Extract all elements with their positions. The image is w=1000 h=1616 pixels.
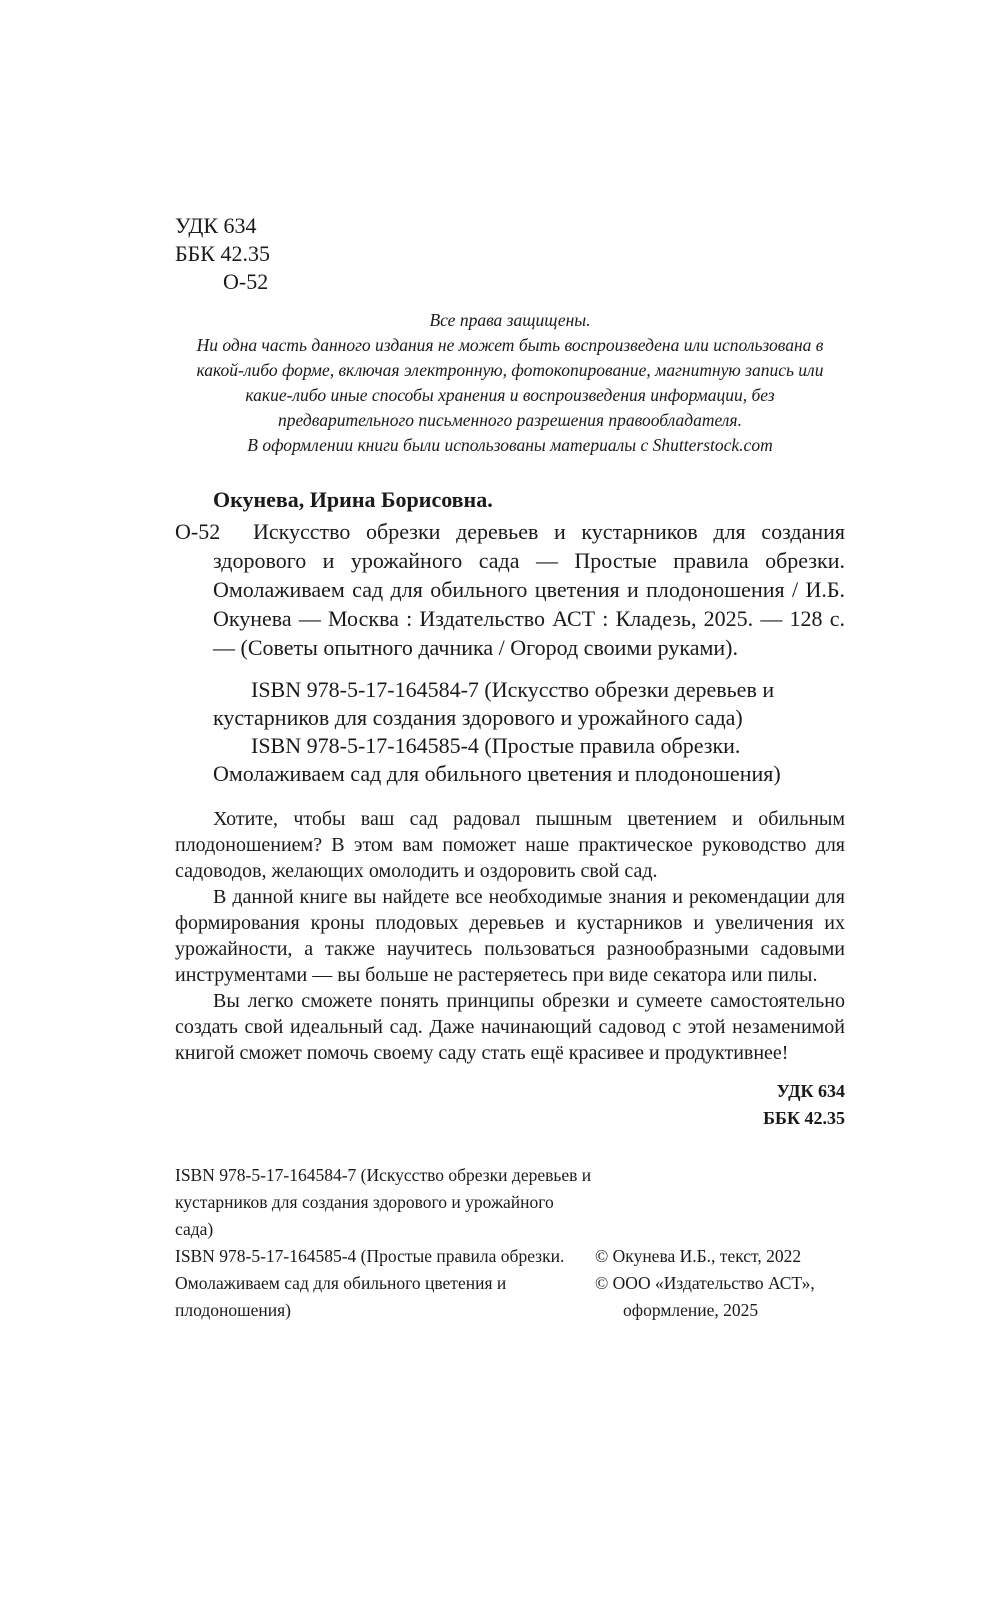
footer-copyright-block bbox=[595, 1243, 845, 1324]
annotation-paragraph-1: Хотите, чтобы ваш сад радовал пышным цветением и обильным плодоношением? В этом вам поможет наше практическое руководство для садоводов, желающих омолодить и оздоровить свой сад. bbox=[175, 808, 845, 882]
isbn-second: ISBN 978-5-17-164585-4 (Простые правила обрезки. Омолаживаем сад для обильного цветения и плодоношения) bbox=[213, 733, 781, 786]
bbk-code-bottom: ББК 42.35 bbox=[763, 1108, 845, 1128]
udk-code-bottom: УДК 634 bbox=[776, 1081, 845, 1101]
rights-title: Все права защищены. bbox=[429, 310, 591, 330]
bbk-code-top: ББК 42.35 bbox=[175, 241, 270, 266]
rights-body: Ни одна часть данного издания не может быть воспроизведена или использована в какой-либо форме, включая электронную, фотокопирование, магнитную запись или какие-либо иные способы хранения и воспроизведения информации, без предварительного письменного разрешения правообладателя. bbox=[196, 335, 824, 430]
catalog-entry bbox=[175, 517, 845, 662]
footer-isbn-2: ISBN 978-5-17-164585-4 (Простые правила обрезки. Омолаживаем сад для обильного цветения и плодоношения) bbox=[175, 1246, 565, 1320]
copyright-text-line: © Окунева И.Б., текст, 2022 bbox=[595, 1246, 802, 1266]
cataloguing-codes-top bbox=[175, 212, 845, 296]
copyright-design-line: © ООО «Издательство АСТ», оформление, 2025 bbox=[595, 1273, 815, 1320]
rights-credit: В оформлении книги были использованы материалы с Shutterstock.com bbox=[247, 435, 773, 455]
cataloguing-codes-bottom bbox=[175, 1078, 845, 1132]
catalog-entry-text: Искусство обрезки деревьев и кустарников для создания здорового и урожайного сада — Простые правила обрезки. Омолаживаем сад для обильного цветения и плодоношения / И.Б. Окунева — Москва : Издательство АСТ : Кладезь, 2025. — 128 с. — (Советы опытного дачника / Огород своими руками). bbox=[213, 519, 845, 660]
footer-isbn-1: ISBN 978-5-17-164584-7 (Искусство обрезки деревьев и кустарников для создания здорового и урожайного сада) bbox=[175, 1165, 592, 1239]
isbn-first: ISBN 978-5-17-164584-7 (Искусство обрезки деревьев и кустарников для создания здорового и урожайного сада) bbox=[213, 677, 775, 730]
author-sign-code-top: О-52 bbox=[223, 269, 269, 294]
author-heading: Окунева, Ирина Борисовна. bbox=[213, 487, 493, 512]
isbn-block bbox=[213, 676, 813, 788]
udk-code-top: УДК 634 bbox=[175, 213, 257, 238]
imprint-footer bbox=[175, 1162, 845, 1324]
annotation bbox=[175, 806, 845, 1066]
rights-notice bbox=[175, 308, 845, 458]
catalog-entry-code: О-52 bbox=[175, 519, 221, 544]
annotation-paragraph-3: Вы легко сможете понять принципы обрезки и сумеете самостоятельно создать свой идеальный сад. Даже начинающий садовод с этой незаменимой книгой сможет помочь своему саду стать ещё красивее и продуктивнее! bbox=[175, 990, 845, 1064]
footer-isbn-block bbox=[175, 1162, 595, 1324]
annotation-paragraph-2: В данной книге вы найдете все необходимые знания и рекомендации для формирования кроны плодовых деревьев и кустарников и увеличения их урожайности, а также научитесь пользоваться разнообразными садовыми инструментами — вы больше не растеряетесь при виде секатора или пилы. bbox=[175, 886, 845, 986]
